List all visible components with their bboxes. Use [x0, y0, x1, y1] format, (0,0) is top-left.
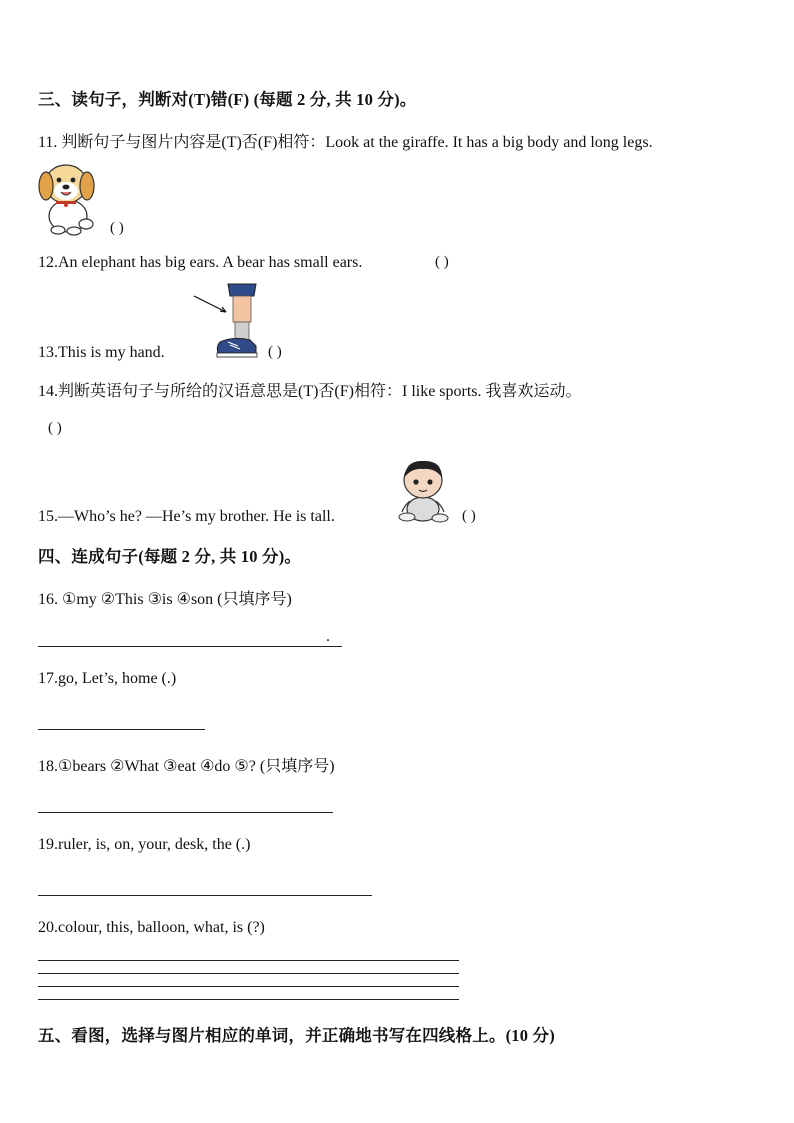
question-20-text: 20.colour, this, balloon, what, is (?)	[38, 919, 265, 936]
four-line-grid-line-4	[38, 999, 459, 1000]
question-16-end-mark: .	[326, 628, 330, 645]
question-14-answer-blank[interactable]: ( )	[48, 420, 62, 436]
question-19-answer-line[interactable]	[38, 895, 372, 896]
question-11-answer-blank[interactable]: ( )	[110, 220, 124, 236]
four-line-grid-line-1	[38, 960, 459, 961]
puppy-icon	[36, 158, 100, 236]
question-13-answer-blank[interactable]: ( )	[268, 344, 282, 360]
question-12-text: 12.An elephant has big ears. A bear has small ears.	[38, 254, 363, 271]
question-14-text: 14.判断英语句子与所给的汉语意思是(T)否(F)相符：I like sports. 我喜欢运动。	[38, 383, 582, 400]
question-17-text: 17.go, Let’s, home (.)	[38, 670, 177, 687]
question-16-answer-line[interactable]	[38, 646, 342, 647]
section-3-heading: 三、读句子，判断对(T)错(F) (每题 2 分, 共 10 分)。	[38, 90, 417, 109]
section-4-heading: 四、连成句子(每题 2 分, 共 10 分)。	[38, 547, 302, 566]
question-11-text: 11. 判断句子与图片内容是(T)否(F)相符：Look at the giraffe. It has a big body and long legs.	[38, 134, 653, 151]
question-15-answer-blank[interactable]: ( )	[462, 508, 476, 524]
question-12-answer-blank[interactable]: ( )	[435, 254, 449, 270]
baby-boy-icon	[396, 456, 452, 526]
four-line-grid-line-2	[38, 973, 459, 974]
question-18-answer-line[interactable]	[38, 812, 333, 813]
leg-with-shoe-icon	[190, 284, 262, 362]
question-16-text: 16. ①my ②This ③is ④son (只填序号)	[38, 591, 292, 608]
question-13-text: 13.This is my hand.	[38, 344, 165, 361]
question-18-text: 18.①bears ②What ③eat ④do ⑤? (只填序号)	[38, 758, 335, 775]
question-17-answer-line[interactable]	[38, 729, 205, 730]
question-15-text: 15.—Who’s he? —He’s my brother. He is tall.	[38, 508, 335, 525]
four-line-grid-line-3	[38, 986, 459, 987]
question-19-text: 19.ruler, is, on, your, desk, the (.)	[38, 836, 251, 853]
section-5-heading: 五、看图，选择与图片相应的单词，并正确地书写在四线格上。(10 分)	[38, 1026, 555, 1045]
